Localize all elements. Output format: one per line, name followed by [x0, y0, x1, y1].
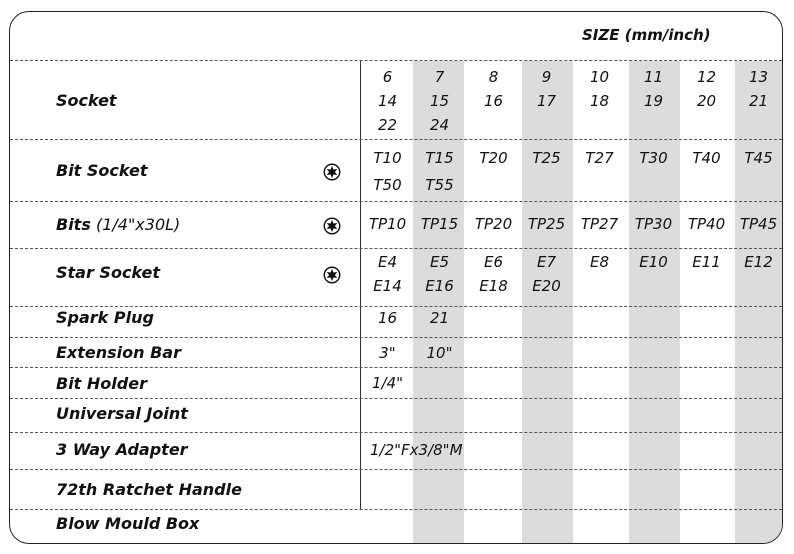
bits-spec: (1/4"x30L)	[90, 215, 181, 234]
cell: 1/4"	[371, 374, 404, 392]
cell: 16	[377, 309, 398, 327]
row-divider	[10, 337, 782, 338]
row-label-universal-joint: Universal Joint	[56, 404, 188, 423]
row-label-bit-holder: Bit Holder	[56, 374, 147, 393]
row-label-spark-plug: Spark Plug	[56, 308, 154, 327]
cell: 19	[643, 92, 664, 110]
cell: TP10	[368, 215, 407, 233]
cell: E14	[373, 277, 402, 295]
cell: TP45	[739, 215, 778, 233]
cell: 9	[541, 68, 552, 86]
size-chart	[9, 11, 783, 544]
cell: T20	[479, 149, 508, 167]
cell: T40	[692, 149, 721, 167]
cell: 20	[696, 92, 717, 110]
cell: E5	[429, 253, 450, 271]
cell: 21	[748, 92, 769, 110]
row-label-blow-mould-box: Blow Mould Box	[56, 514, 200, 533]
cell: 17	[536, 92, 557, 110]
cell: 12	[696, 68, 717, 86]
size-title: SIZE (mm/inch)	[582, 26, 711, 44]
shaded-column	[735, 61, 783, 543]
cell: 16	[483, 92, 504, 110]
cell: 7	[434, 68, 445, 86]
cell: T50	[373, 176, 402, 194]
cell: T30	[639, 149, 668, 167]
row-label-star-socket: Star Socket	[56, 263, 160, 282]
row-divider	[10, 398, 782, 399]
row-label-3-way-adapter: 3 Way Adapter	[56, 440, 188, 459]
row-divider	[10, 306, 782, 307]
cell: 15	[429, 92, 450, 110]
cell: TP20	[474, 215, 513, 233]
cell: 10	[589, 68, 610, 86]
cell: 18	[589, 92, 610, 110]
cell: TP25	[527, 215, 566, 233]
row-label-extension-bar: Extension Bar	[56, 343, 181, 362]
cell: 3"	[379, 344, 396, 362]
cell: E20	[532, 277, 561, 295]
cell: E10	[639, 253, 668, 271]
row-label-bit-socket: Bit Socket	[56, 161, 148, 180]
cell: E8	[589, 253, 610, 271]
shaded-column	[522, 61, 573, 543]
row-label-ratchet-handle: 72th Ratchet Handle	[56, 480, 242, 499]
cell: T55	[425, 176, 454, 194]
cell: 6	[382, 68, 393, 86]
cell: T10	[373, 149, 402, 167]
cell: T25	[532, 149, 561, 167]
cell: E16	[425, 277, 454, 295]
cell: 21	[429, 309, 450, 327]
row-label-socket: Socket	[56, 91, 117, 110]
cell: 8	[488, 68, 499, 86]
cell: TP30	[634, 215, 673, 233]
cell: E18	[479, 277, 508, 295]
cell: E12	[744, 253, 773, 271]
cell: TP27	[580, 215, 619, 233]
adapter-value: 1/2"Fx3/8"M	[370, 441, 463, 459]
torx-icon	[323, 163, 341, 181]
cell: T45	[744, 149, 773, 167]
row-divider	[10, 139, 782, 140]
cell: TP40	[687, 215, 726, 233]
row-divider	[10, 432, 782, 433]
torx-icon	[323, 266, 341, 284]
row-divider	[10, 469, 782, 470]
cell: E4	[377, 253, 398, 271]
cell: TP15	[420, 215, 459, 233]
shaded-column	[629, 61, 680, 543]
cell: T27	[585, 149, 614, 167]
cell: 13	[748, 68, 769, 86]
cell: E11	[692, 253, 721, 271]
cell: 22	[377, 116, 398, 134]
row-divider	[10, 60, 782, 61]
row-divider	[10, 367, 782, 368]
cell: 24	[429, 116, 450, 134]
row-divider	[10, 201, 782, 202]
row-divider	[10, 248, 782, 249]
cell: T15	[425, 149, 454, 167]
torx-icon	[323, 217, 341, 235]
cell: 14	[377, 92, 398, 110]
cell: 10"	[426, 344, 453, 362]
cell: E7	[536, 253, 557, 271]
bits-label: Bits	[56, 215, 91, 234]
cell: E6	[483, 253, 504, 271]
cell: 11	[643, 68, 664, 86]
row-divider	[10, 509, 782, 510]
row-label-bits	[56, 215, 180, 234]
